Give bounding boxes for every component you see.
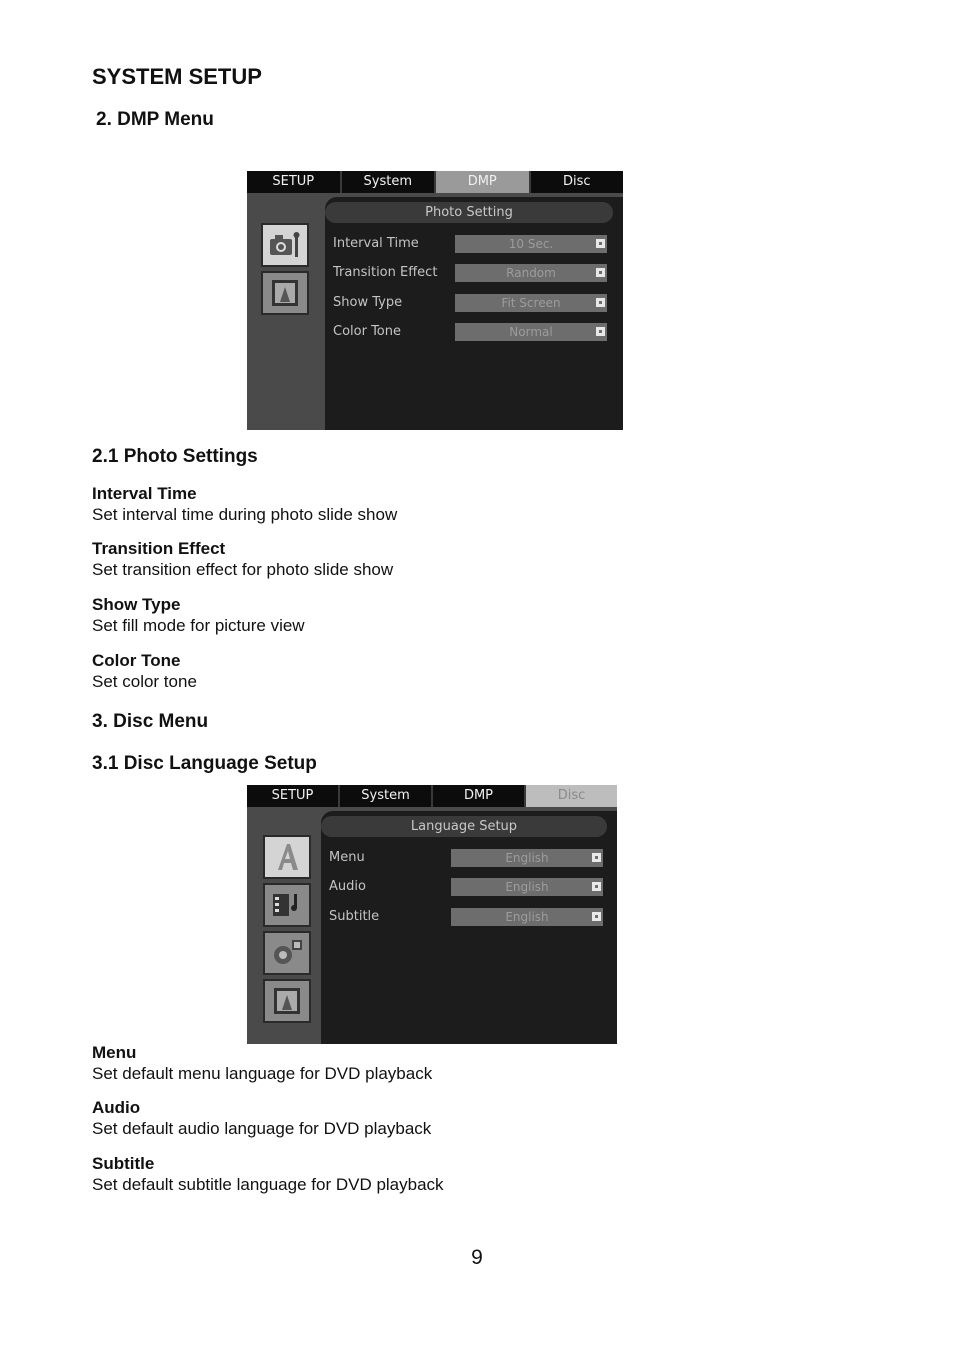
panel-title: Language Setup xyxy=(321,816,607,837)
description: Set fill mode for picture view xyxy=(92,616,305,635)
row-label: Subtitle xyxy=(329,909,380,924)
tab-disc[interactable]: Disc xyxy=(526,785,617,807)
row-value-select[interactable] xyxy=(455,323,607,341)
panel-title: Photo Setting xyxy=(325,202,613,223)
osd-tab-bar xyxy=(247,785,617,807)
definition-audio xyxy=(92,1097,431,1139)
row-value-select[interactable] xyxy=(455,294,607,312)
description: Set transition effect for photo slide show xyxy=(92,560,394,579)
setting-row-show-type[interactable] xyxy=(333,293,623,313)
term: Menu xyxy=(92,1043,137,1062)
row-value-text: 10 Sec. xyxy=(508,237,554,251)
disc-menu-screenshot xyxy=(247,785,617,1044)
osd-tab-bar xyxy=(247,171,623,193)
row-value-select[interactable] xyxy=(455,264,607,282)
setting-row-audio[interactable] xyxy=(329,877,617,897)
camera-settings-icon[interactable] xyxy=(261,223,309,267)
dropdown-arrow-icon[interactable] xyxy=(596,327,605,336)
tab-disc[interactable]: Disc xyxy=(562,174,591,189)
definition-show-type xyxy=(92,594,305,636)
tab-setup[interactable]: SETUP xyxy=(247,171,342,193)
definition-menu xyxy=(92,1042,432,1084)
photo-setting-panel xyxy=(325,197,623,430)
dropdown-arrow-icon[interactable] xyxy=(596,298,605,307)
dropdown-arrow-icon[interactable] xyxy=(592,853,601,862)
section-dmp-heading: 2. DMP Menu xyxy=(96,109,214,130)
term: Audio xyxy=(92,1098,141,1117)
term: Interval Time xyxy=(92,484,197,503)
row-value-select[interactable] xyxy=(451,849,603,867)
row-value-text: English xyxy=(505,880,549,894)
photo-frame-icon[interactable] xyxy=(263,979,311,1023)
tab-system[interactable]: System xyxy=(342,171,437,193)
osd-icon-column xyxy=(261,223,309,319)
term: Show Type xyxy=(92,595,181,614)
description: Set default audio language for DVD playback xyxy=(92,1119,432,1138)
term: Transition Effect xyxy=(92,539,226,558)
row-label: Transition Effect xyxy=(333,265,438,280)
row-value-select[interactable] xyxy=(451,908,603,926)
row-value-select[interactable] xyxy=(455,235,607,253)
dropdown-arrow-icon[interactable] xyxy=(596,268,605,277)
row-label: Show Type xyxy=(333,295,403,310)
film-audio-icon[interactable] xyxy=(263,883,311,927)
row-value-select[interactable] xyxy=(451,878,603,896)
row-label: Audio xyxy=(329,879,366,894)
dropdown-arrow-icon[interactable] xyxy=(596,239,605,248)
term: Subtitle xyxy=(92,1154,155,1173)
definition-interval-time xyxy=(92,483,397,525)
page-title: SYSTEM SETUP xyxy=(92,64,262,89)
row-value-text: Normal xyxy=(509,325,553,339)
description: Set default menu language for DVD playback xyxy=(92,1064,433,1083)
photo-frame-icon[interactable] xyxy=(261,271,309,315)
setting-row-color-tone[interactable] xyxy=(333,322,623,342)
dmp-menu-screenshot xyxy=(247,171,623,430)
row-label: Color Tone xyxy=(333,324,401,339)
section-disc-language-heading: 3.1 Disc Language Setup xyxy=(92,753,317,774)
row-value-text: Fit Screen xyxy=(501,296,561,310)
dropdown-arrow-icon[interactable] xyxy=(592,912,601,921)
tab-dmp[interactable]: DMP xyxy=(436,171,531,193)
row-value-text: English xyxy=(505,851,549,865)
osd-icon-column xyxy=(263,835,311,1027)
description: Set interval time during photo slide show xyxy=(92,505,398,524)
description: Set default subtitle language for DVD playback xyxy=(92,1175,444,1194)
language-letter-icon[interactable] xyxy=(263,835,311,879)
row-value-text: Random xyxy=(506,266,556,280)
setting-row-subtitle[interactable] xyxy=(329,907,617,927)
language-setup-panel xyxy=(321,811,617,1044)
section-disc-heading: 3. Disc Menu xyxy=(92,711,209,732)
section-photo-heading: 2.1 Photo Settings xyxy=(92,446,258,467)
description: Set color tone xyxy=(92,672,197,691)
page-number: 9 xyxy=(471,1246,483,1269)
row-label: Menu xyxy=(329,850,365,865)
tab-dmp[interactable]: DMP xyxy=(433,785,526,807)
definition-subtitle xyxy=(92,1153,444,1195)
setting-row-interval-time[interactable] xyxy=(333,234,623,254)
gear-settings-icon[interactable] xyxy=(263,931,311,975)
dropdown-arrow-icon[interactable] xyxy=(592,882,601,891)
definition-transition-effect xyxy=(92,538,393,580)
definition-color-tone xyxy=(92,650,197,692)
row-label: Interval Time xyxy=(333,236,419,251)
setting-row-transition-effect[interactable] xyxy=(333,263,623,283)
term: Color Tone xyxy=(92,651,181,670)
row-value-text: English xyxy=(505,910,549,924)
tab-system[interactable]: System xyxy=(340,785,433,807)
tab-setup[interactable]: SETUP xyxy=(247,785,340,807)
setting-row-menu[interactable] xyxy=(329,848,617,868)
